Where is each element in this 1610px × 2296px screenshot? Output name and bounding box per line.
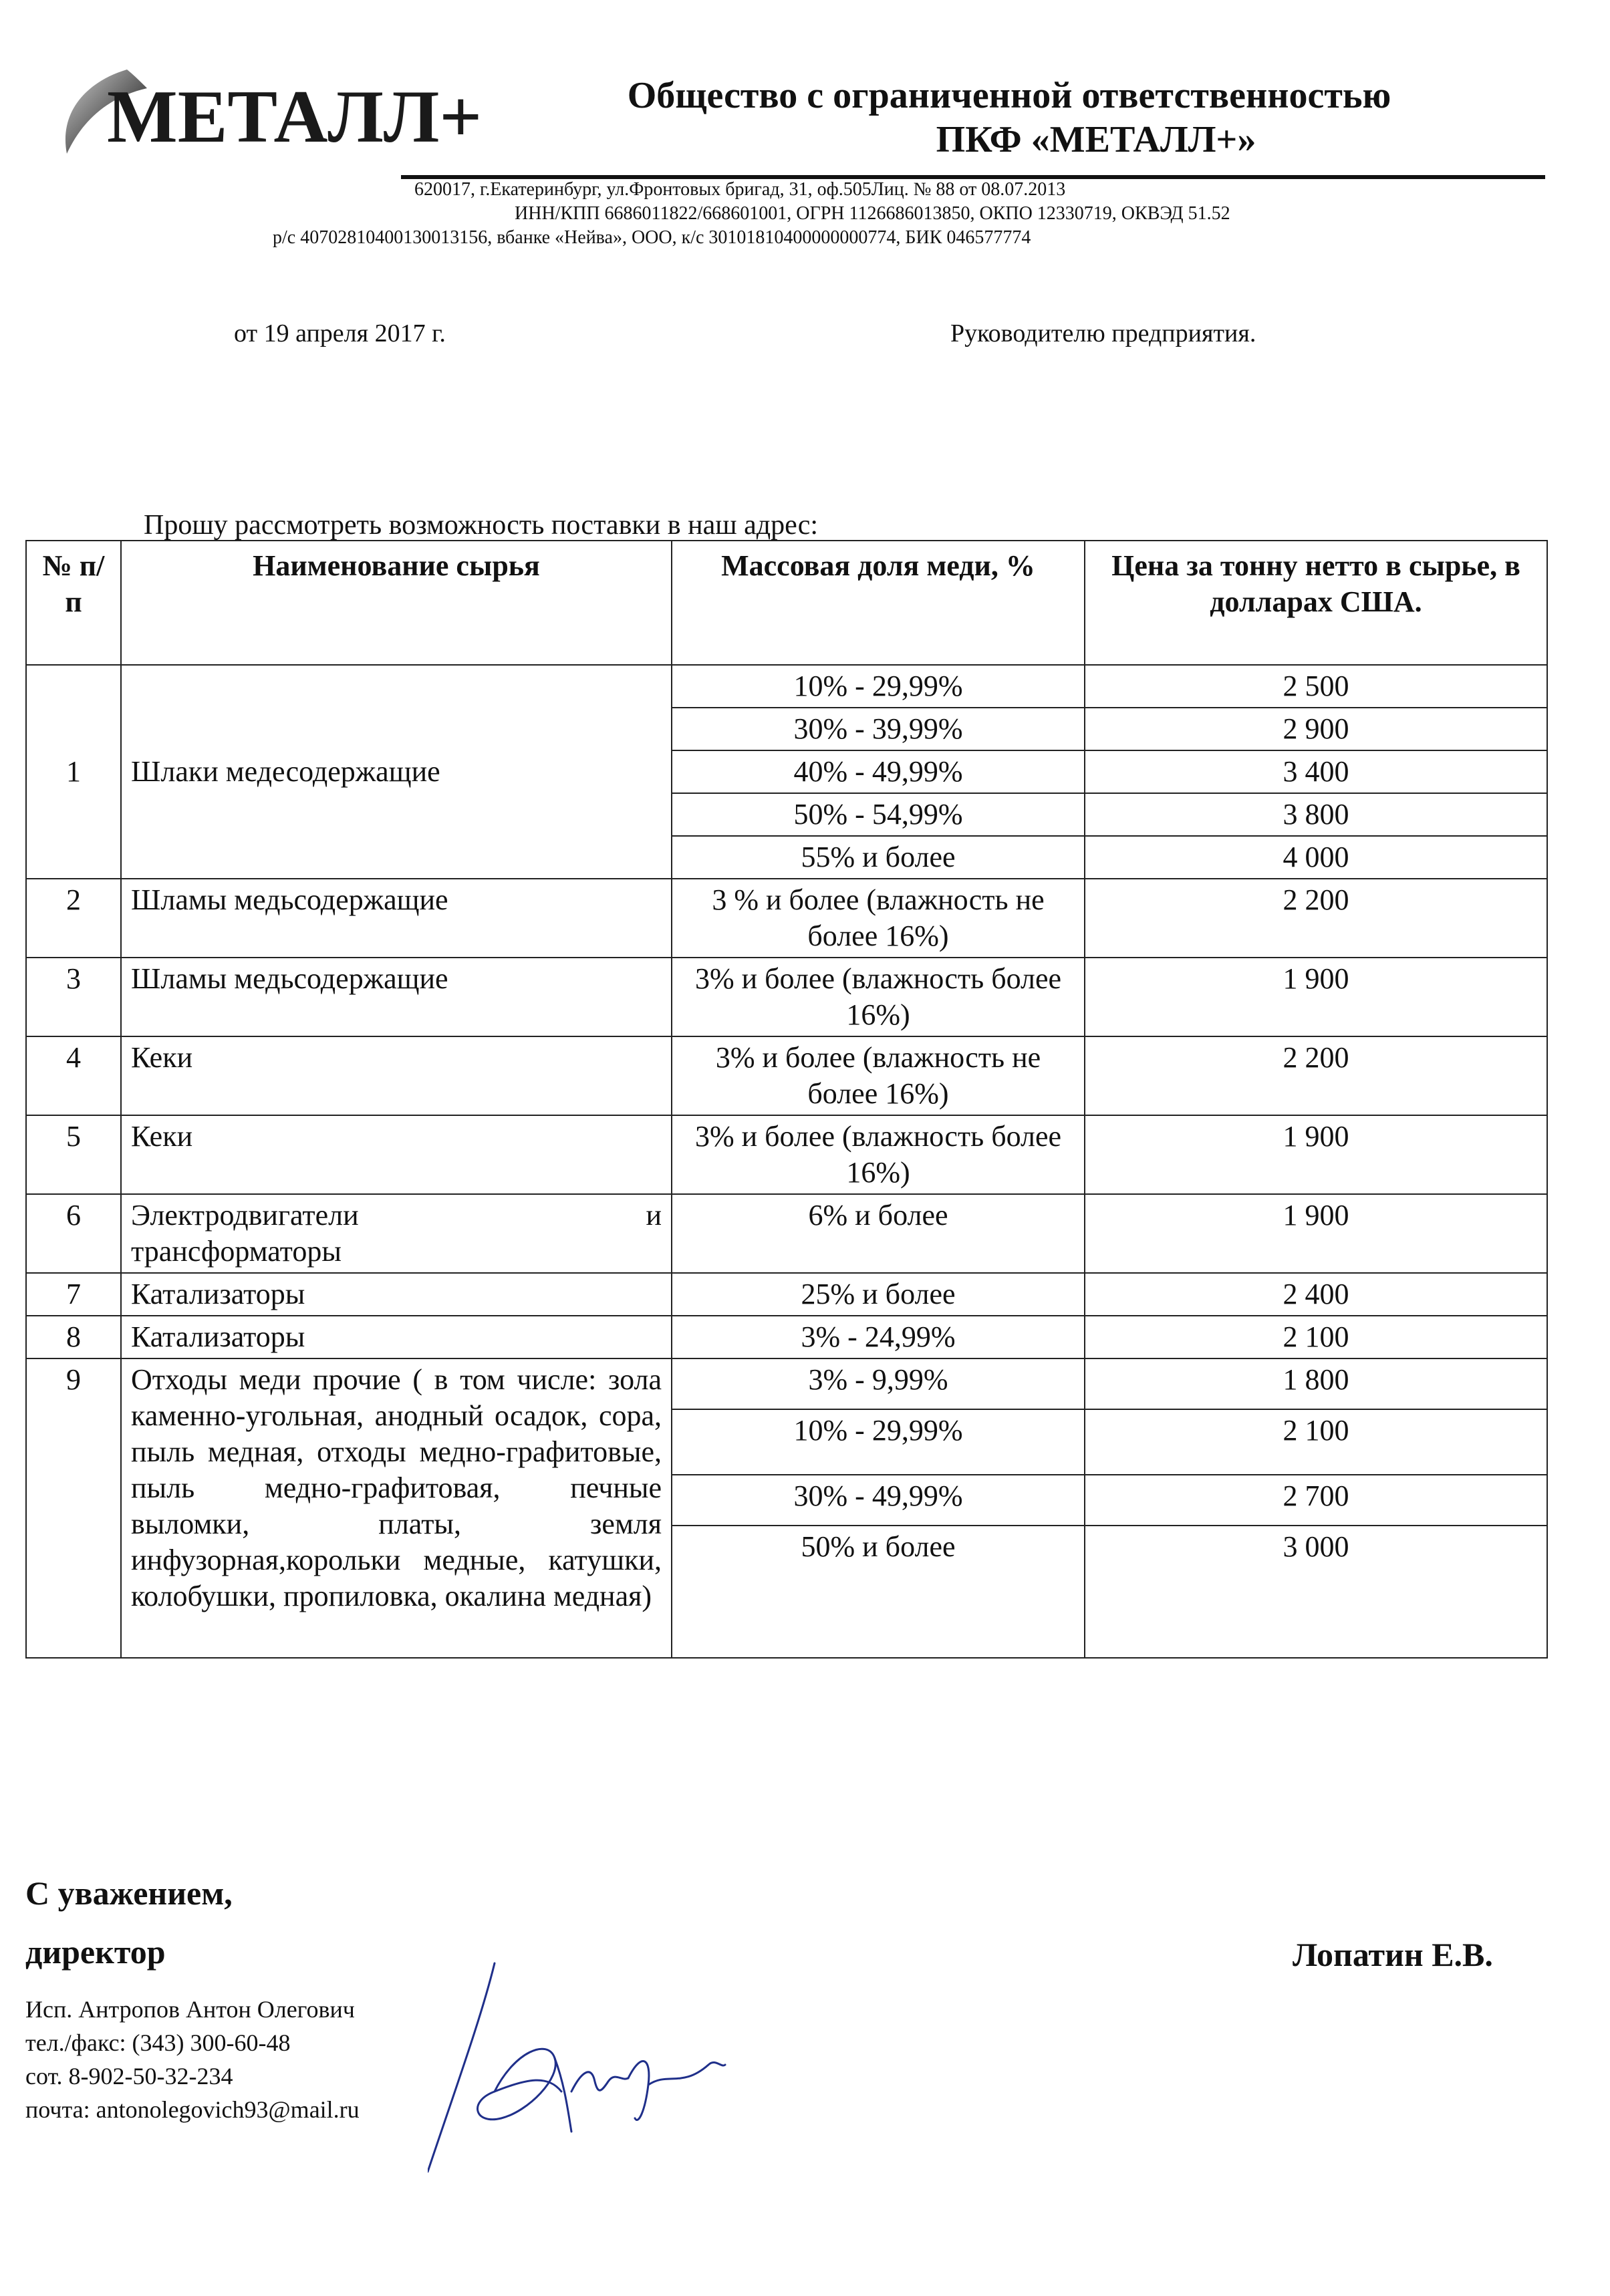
executor-email: почта: antonolegovich93@mail.ru	[25, 2096, 360, 2123]
table-row	[26, 1036, 1547, 1115]
svg-text:МЕТАЛЛ+: МЕТАЛЛ+	[107, 76, 483, 158]
requisites-tax-ids: ИНН/КПП 6686011822/668601001, ОГРН 1126686013850, ОКПО 12330719, ОКВЭД 51.52	[515, 203, 1230, 224]
requisites-address: 620017, г.Екатеринбург, ул.Фронтовых бригад, 31, оф.505Лиц. № 88 от 08.07.2013	[414, 179, 1066, 200]
header-num: № п/п	[26, 541, 121, 665]
row-price: 1 800	[1085, 1358, 1547, 1409]
row-name: Отходы меди прочие ( в том числе: зола каменно-угольная, анодный осадок, сора, пыль медная, отходы медно-графитовые, пыль медно-графитовая, печные выломки, платы, земля инфузорная,корольки медные, катушки, колобушки, пропиловка, окалина медная)	[121, 1358, 672, 1658]
row-name-part: трансформаторы	[131, 1235, 342, 1268]
row-price: 1 900	[1085, 1115, 1547, 1194]
handwritten-signature	[428, 1958, 735, 2178]
row-price: 2 500	[1085, 665, 1547, 708]
row-copper: 3% - 24,99%	[672, 1316, 1085, 1358]
requisites-bank: р/с 40702810400130013156, вбанке «Нейва», ООО, к/с 30101810400000000774, БИК 046577774	[273, 227, 1031, 248]
row-num: 9	[26, 1358, 121, 1658]
row-copper: 3% и более (влажность не более 16%)	[672, 1036, 1085, 1115]
company-logo	[47, 61, 501, 162]
row-price: 2 400	[1085, 1273, 1547, 1316]
table-row	[26, 1316, 1547, 1358]
row-copper: 10% - 29,99%	[672, 1409, 1085, 1475]
row-name: Катализаторы	[121, 1273, 672, 1316]
letter-date: от 19 апреля 2017 г.	[234, 319, 446, 347]
closing-regards: С уважением,	[25, 1874, 233, 1912]
row-name: Шлаки медесодержащие	[121, 665, 672, 879]
table-row	[26, 665, 1547, 708]
row-copper: 55% и более	[672, 836, 1085, 879]
header-price: Цена за тонну нетто в сырье, в долларах США.	[1085, 541, 1547, 665]
header-copper: Массовая доля меди, %	[672, 541, 1085, 665]
row-num: 2	[26, 879, 121, 958]
table-row	[26, 1194, 1547, 1273]
company-name-line1: Общество с ограниченной ответственностью	[627, 75, 1391, 116]
letter-intro: Прошу рассмотреть возможность поставки в наш адрес:	[144, 510, 819, 541]
row-name	[121, 1194, 672, 1273]
row-copper: 3% - 9,99%	[672, 1358, 1085, 1409]
row-price: 3 800	[1085, 793, 1547, 836]
signer-name: Лопатин Е.В.	[1293, 1936, 1493, 1973]
row-copper: 3% и более (влажность более 16%)	[672, 1115, 1085, 1194]
row-price: 2 900	[1085, 708, 1547, 750]
row-copper: 3 % и более (влажность не более 16%)	[672, 879, 1085, 958]
row-num: 6	[26, 1194, 121, 1273]
table-row	[26, 1358, 1547, 1409]
letter-addressee: Руководителю предприятия.	[950, 319, 1256, 347]
row-num: 4	[26, 1036, 121, 1115]
row-num: 1	[26, 665, 121, 879]
executor-phone: тел./факс: (343) 300-60-48	[25, 2029, 291, 2056]
company-name-line2: ПКФ «МЕТАЛЛ+»	[936, 119, 1256, 160]
row-price: 2 200	[1085, 879, 1547, 958]
row-price: 2 200	[1085, 1036, 1547, 1115]
row-price: 2 100	[1085, 1316, 1547, 1358]
price-table	[25, 540, 1548, 1659]
row-num: 8	[26, 1316, 121, 1358]
row-copper: 50% - 54,99%	[672, 793, 1085, 836]
executor-mobile: сот. 8-902-50-32-234	[25, 2063, 233, 2090]
row-name: Шламы медьсодержащие	[121, 958, 672, 1036]
row-copper: 30% - 39,99%	[672, 708, 1085, 750]
row-copper: 6% и более	[672, 1194, 1085, 1273]
row-name: Кеки	[121, 1036, 672, 1115]
row-price: 3 400	[1085, 750, 1547, 793]
table-header-row	[26, 541, 1547, 665]
row-price: 2 700	[1085, 1475, 1547, 1526]
table-row	[26, 1273, 1547, 1316]
row-copper: 30% - 49,99%	[672, 1475, 1085, 1526]
signer-position: директор	[25, 1933, 166, 1971]
executor-name: Исп. Антропов Антон Олегович	[25, 1996, 355, 2023]
row-price: 3 000	[1085, 1526, 1547, 1658]
row-copper: 3% и более (влажность более 16%)	[672, 958, 1085, 1036]
table-row	[26, 958, 1547, 1036]
row-price: 1 900	[1085, 958, 1547, 1036]
table-row	[26, 879, 1547, 958]
row-num: 5	[26, 1115, 121, 1194]
row-copper: 25% и более	[672, 1273, 1085, 1316]
table-row	[26, 1115, 1547, 1194]
row-name: Кеки	[121, 1115, 672, 1194]
row-name-part: и	[646, 1199, 662, 1232]
row-name-part: Электродвигатели	[131, 1199, 359, 1232]
row-name: Шламы медьсодержащие	[121, 879, 672, 958]
row-num: 7	[26, 1273, 121, 1316]
row-price: 1 900	[1085, 1194, 1547, 1273]
header-name: Наименование сырья	[121, 541, 672, 665]
row-copper: 50% и более	[672, 1526, 1085, 1658]
row-copper: 40% - 49,99%	[672, 750, 1085, 793]
row-copper: 10% - 29,99%	[672, 665, 1085, 708]
row-num: 3	[26, 958, 121, 1036]
row-price: 4 000	[1085, 836, 1547, 879]
company-name	[508, 74, 1510, 162]
row-price: 2 100	[1085, 1409, 1547, 1475]
row-name: Катализаторы	[121, 1316, 672, 1358]
